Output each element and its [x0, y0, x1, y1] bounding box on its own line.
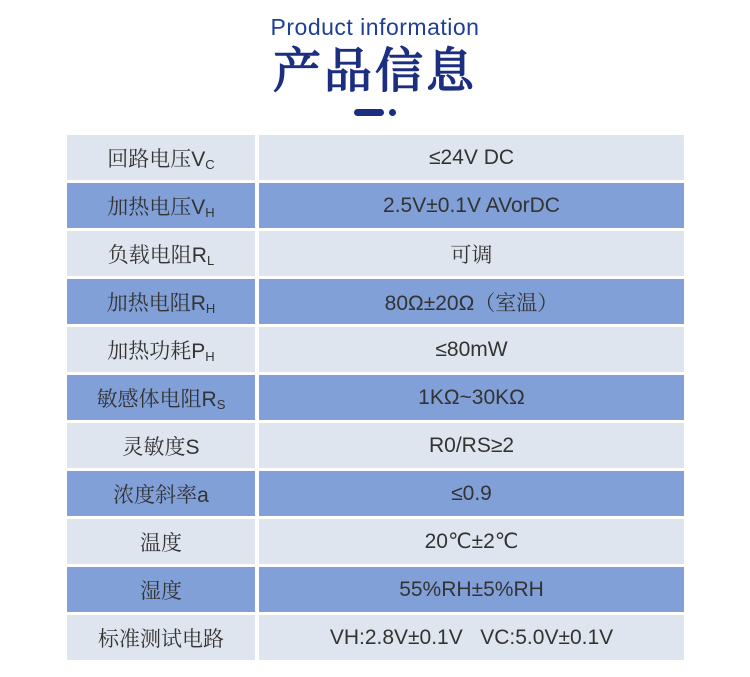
spec-label-temperature: 温度 — [67, 519, 255, 564]
spec-value-humidity: 55%RH±5%RH — [259, 567, 684, 612]
spec-label-load-resistance: 负载电阻R L — [67, 231, 255, 276]
spec-label-sensor-resistance: 敏感体电阻R S — [67, 375, 255, 420]
spec-value-standard-test-circuit: VH:2.8V±0.1V VC:5.0V±0.1V — [259, 615, 684, 660]
spec-label-heater-voltage: 加热电压V H — [67, 183, 255, 228]
subtitle-english: Product information — [270, 14, 480, 40]
spec-label-loop-voltage: 回路电压V C — [67, 135, 255, 180]
spec-value-heater-resistance: 80Ω±20Ω（室温） — [259, 279, 684, 324]
spec-label-standard-test-circuit: 标准测试电路 — [67, 615, 255, 660]
spec-value-loop-voltage: ≤24V DC — [259, 135, 684, 180]
page-header — [0, 0, 750, 116]
spec-label-heater-power: 加热功耗P H — [67, 327, 255, 372]
spec-value-sensor-resistance: 1KΩ~30KΩ — [259, 375, 684, 420]
title-decoration — [0, 108, 750, 116]
dash-icon — [354, 109, 384, 116]
dot-icon — [389, 109, 396, 116]
spec-table — [67, 135, 684, 660]
spec-label-heater-resistance: 加热电阻R H — [67, 279, 255, 324]
spec-label-sensitivity: 灵敏度S — [67, 423, 255, 468]
spec-value-heater-voltage: 2.5V±0.1V AVorDC — [259, 183, 684, 228]
spec-value-load-resistance: 可调 — [259, 231, 684, 276]
page-title: 产品信息 — [272, 45, 477, 98]
spec-value-sensitivity: R0/RS≥2 — [259, 423, 684, 468]
spec-value-temperature: 20℃±2℃ — [259, 519, 684, 564]
spec-label-concentration-slope: 浓度斜率a — [67, 471, 255, 516]
spec-value-heater-power: ≤80mW — [259, 327, 684, 372]
spec-label-humidity: 湿度 — [67, 567, 255, 612]
spec-value-concentration-slope: ≤0.9 — [259, 471, 684, 516]
